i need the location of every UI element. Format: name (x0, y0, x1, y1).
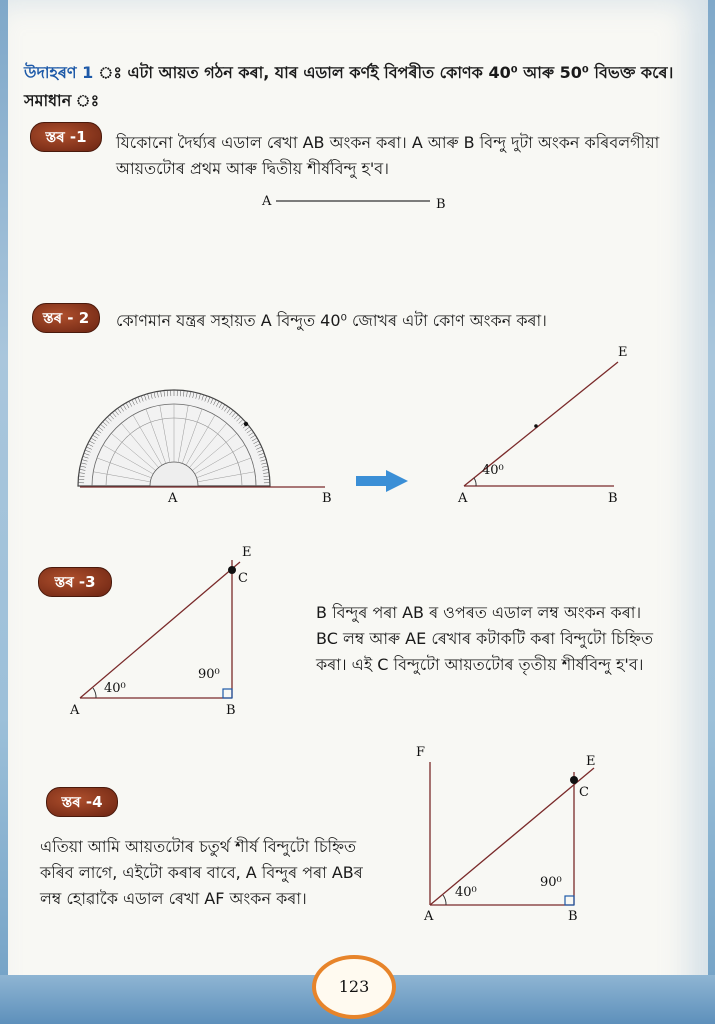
arrow-right-icon (356, 470, 408, 492)
step2-angle-figure (457, 345, 628, 506)
step2-base-line (80, 487, 332, 506)
step3-line3: কৰা। এই C বিন্দুটো আয়তটোৰ তৃতীয় শীৰ্ষবিন্দু হ'ব। (316, 655, 644, 674)
step1-segment (261, 194, 446, 212)
example-text: ঃ এটা আয়ত গঠন কৰা, যাৰ এডাল কৰ্ণই বিপৰীত কোণক 40⁰ আৰু 50⁰ বিভক্ত কৰে। (98, 63, 674, 82)
step3-line2: BC লম্ব আৰু AE ৰেখাৰ কটাকটি কৰা বিন্দুটো চিহ্নিত (316, 629, 654, 648)
step4-line3: লম্ব হোৱাকৈ এডাল ৰেখা AF অংকন কৰা। (40, 889, 307, 908)
step4-angle2: 90⁰ (540, 875, 562, 890)
step3-label-b: B (226, 703, 236, 718)
step2-fig-label-b: B (608, 491, 618, 506)
step4-badge: স্তৰ -4 (46, 787, 118, 817)
step2-fig-label-e: E (618, 345, 628, 360)
step4-line1: এতিয়া আমি আয়তটোৰ চতুৰ্থ শীৰ্ষ বিন্দুটো চিহ্নিত (40, 837, 357, 856)
step4-label-b: B (568, 909, 578, 924)
step2-fig-label-a: A (458, 491, 468, 506)
example-label: উদাহৰণ 1 (24, 63, 94, 82)
protractor-icon (78, 390, 270, 486)
step3-angle2: 90⁰ (198, 667, 220, 682)
step1-line2: আয়তটোৰ প্ৰথম আৰু দ্বিতীয় শীৰ্ষবিন্দু হ'ব। (116, 159, 389, 178)
step1-label-a: A (262, 194, 272, 209)
step4-line2: কৰিব লাগে, এইটো কৰাৰ বাবে, A বিন্দুৰ পৰা ABৰ (40, 863, 363, 882)
step3-angle1: 40⁰ (104, 681, 126, 696)
solution-label: সমাধান ঃ (24, 91, 100, 110)
page-number: 123 (312, 955, 396, 1019)
step3-label-c: C (238, 571, 248, 586)
step4-figure (416, 745, 596, 924)
step2-label-b: B (322, 491, 332, 506)
step4-angle1: 40⁰ (455, 885, 477, 900)
step4-label-c: C (579, 785, 589, 800)
step4-label-a: A (424, 909, 434, 924)
step4-label-f: F (416, 745, 426, 760)
step2-angle-label: 40⁰ (482, 463, 504, 478)
step2-text: কোণমান যন্ত্ৰৰ সহায়ত A বিন্দুত 40⁰ জোখৰ এটা কোণ অংকন কৰা। (116, 311, 547, 330)
step3-badge: স্তৰ -3 (38, 567, 112, 597)
step1-badge: স্তৰ -1 (30, 122, 102, 152)
step3-line1: B বিন্দুৰ পৰা AB ৰ ওপৰত এডাল লম্ব অংকন কৰা। (316, 603, 642, 622)
step3-label-a: A (70, 703, 80, 718)
step1-label-b: B (436, 197, 446, 212)
step2-label-a: A (168, 491, 178, 506)
step4-label-e: E (586, 754, 596, 769)
step2-badge: স্তৰ - 2 (32, 303, 100, 333)
step1-line1: যিকোনো দৈৰ্ঘ্যৰ এডাল ৰেখা AB অংকন কৰা। A আৰু B বিন্দু দুটা অংকন কৰিবলগীয়া (116, 133, 660, 152)
step3-label-e: E (242, 545, 252, 560)
